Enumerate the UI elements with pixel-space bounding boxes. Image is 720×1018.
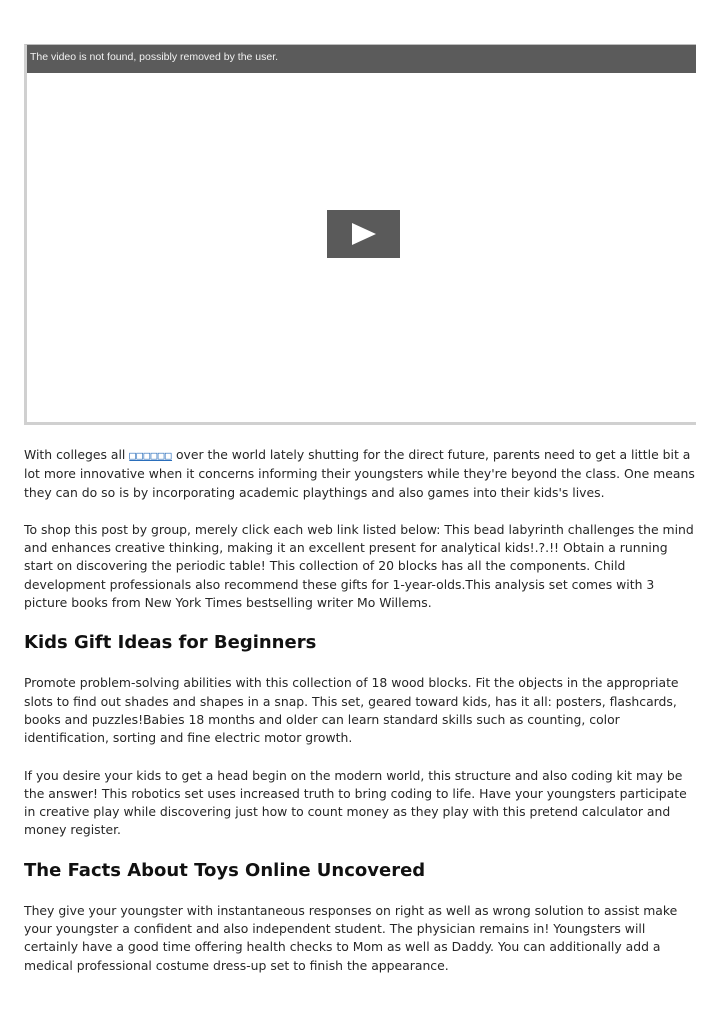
paragraph-feedback: They give your youngster with instantaneous responses on right as well as wrong solution to assist make your youngster a confident and also independent student. The physician remains in! Youngsters will certainly have a good time offering health checks to Mom as well as Daddy. You can additionally add a medical professional costume dress-up set to finish the appearance. <box>24 902 678 973</box>
heading-kids-gift-ideas: Kids Gift Ideas for Beginners <box>24 632 317 654</box>
heading-facts-toys: The Facts About Toys Online Uncovered <box>24 859 426 881</box>
paragraph-intro-before: With colleges all <box>24 447 130 462</box>
paragraph-problem-solving: Promote problem-solving abilities with this collection of 18 wood blocks. Fit the objects in the appropriate slots to find out shades and shapes in a snap. This set, geared toward kids, has it all: posters, flashcards, books and puzzles!Babies 18 months and older can learn standard skills such as counting, color identification, sorting and fine electric motor growth. <box>24 675 679 746</box>
article-body <box>24 446 696 994</box>
paragraph-intro <box>24 446 696 502</box>
paragraph-head-start: If you desire your kids to get a head begin on the modern world, this structure and also coding kit may be the answer! This robotics set uses increased truth to bring coding to life. Have your youngsters participate in creative play while discovering just how to count money as they play with this pretend calculator and money register. <box>24 767 687 838</box>
play-button[interactable] <box>327 210 400 258</box>
inline-link[interactable]: □□□□□□ <box>129 449 173 462</box>
video-message-bar <box>27 45 696 73</box>
paragraph-intro-after: over the world lately shutting for the direct future, parents need to get a little bit a lot more innovative when it concerns informing their youngsters while they're beyond the class. One means they can do so is by incorporating academic playthings and also games into their kids's lives. <box>24 447 695 500</box>
play-icon <box>327 210 400 258</box>
paragraph-shop: To shop this post by group, merely click each web link listed below: This bead labyrinth challenges the mind and enhances creative thinking, making it an excellent present for analytical kids!.?.!! Obtain a running start on discovering the periodic table! This collection of 20 blocks has all the components. Child development professionals also recommend these gifts for 1-year-olds.This analysis set comes with 3 picture books from New York Times bestselling writer Mo Willems. <box>24 521 694 611</box>
video-error-message: The video is not found, possibly removed by the user. <box>30 51 279 63</box>
video-player[interactable] <box>24 44 696 425</box>
